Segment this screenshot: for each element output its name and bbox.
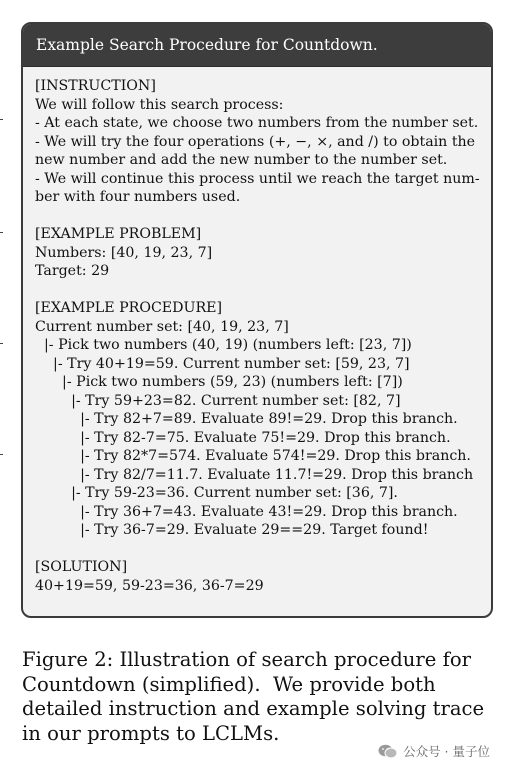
margin-mark [0, 454, 3, 455]
search-procedure-panel [21, 22, 493, 618]
procedure-line: [SOLUTION] [35, 559, 128, 575]
procedure-line: We will follow this search process: [35, 96, 284, 113]
procedure-line: - We will continue this process until we reach the target num- [35, 170, 480, 187]
wechat-icon [378, 744, 398, 759]
procedure-line: Current number set: [40, 19, 23, 7] [35, 318, 289, 335]
blank-line [35, 207, 491, 226]
watermark [378, 742, 490, 760]
procedure-line: |- Pick two numbers (59, 23) (numbers left: [7]) [35, 374, 403, 390]
caption-line: Figure 2: Illustration of search procedure for [22, 648, 472, 671]
procedure-line: Target: 29 [35, 263, 110, 279]
procedure-line: Numbers: [40, 19, 23, 7] [35, 244, 213, 261]
procedure-line: 40+19=59, 59-23=36, 36-7=29 [35, 577, 264, 594]
procedure-line: - At each state, we choose two numbers from the number set. [35, 115, 479, 131]
caption-line: in our prompts to LCLMs. [22, 721, 280, 745]
panel-body [23, 67, 491, 595]
procedure-line: new number and add the new number to the number set. [35, 152, 448, 168]
procedure-line: [INSTRUCTION] [35, 78, 156, 94]
margin-mark [0, 343, 3, 344]
procedure-line: ber with four numbers used. [35, 189, 241, 205]
procedure-line: |- Try 82/7=11.7. Evaluate 11.7!=29. Drop this branch [35, 466, 474, 483]
procedure-line: |- Try 82+7=89. Evaluate 89!=29. Drop this branch. [35, 411, 458, 427]
blank-line [35, 281, 491, 300]
caption-line: detailed instruction and example solving trace [22, 697, 485, 720]
procedure-line: [EXAMPLE PROCEDURE] [35, 300, 223, 316]
panel-title: Example Search Procedure for Countdown. [23, 24, 491, 67]
procedure-line: [EXAMPLE PROBLEM] [35, 226, 202, 242]
procedure-line: |- Try 59-23=36. Current number set: [36, 7]. [35, 485, 398, 501]
procedure-line: |- Try 36+7=43. Evaluate 43!=29. Drop this branch. [35, 503, 458, 520]
margin-mark [0, 119, 3, 120]
procedure-line: |- Try 40+19=59. Current number set: [59, 23, 7] [35, 355, 410, 372]
procedure-line: |- Try 59+23=82. Current number set: [82, 7] [35, 392, 401, 409]
procedure-line: |- Try 82*7=574. Evaluate 574!=29. Drop this branch. [35, 448, 471, 464]
procedure-line: |- Pick two numbers (40, 19) (numbers left: [23, 7]) [35, 337, 412, 353]
procedure-line: |- Try 82-7=75. Evaluate 75!=29. Drop this branch. [35, 429, 451, 446]
procedure-line: - We will try the four operations (+, −, ×, and /) to obtain the [35, 133, 476, 150]
caption-line: Countdown (simplified). We provide both [22, 672, 436, 696]
blank-line [35, 540, 491, 559]
watermark-text: 公众号 · 量子位 [403, 744, 490, 759]
figure-caption [22, 648, 492, 746]
margin-mark [0, 232, 3, 233]
procedure-line: |- Try 36-7=29. Evaluate 29==29. Target found! [35, 522, 429, 538]
